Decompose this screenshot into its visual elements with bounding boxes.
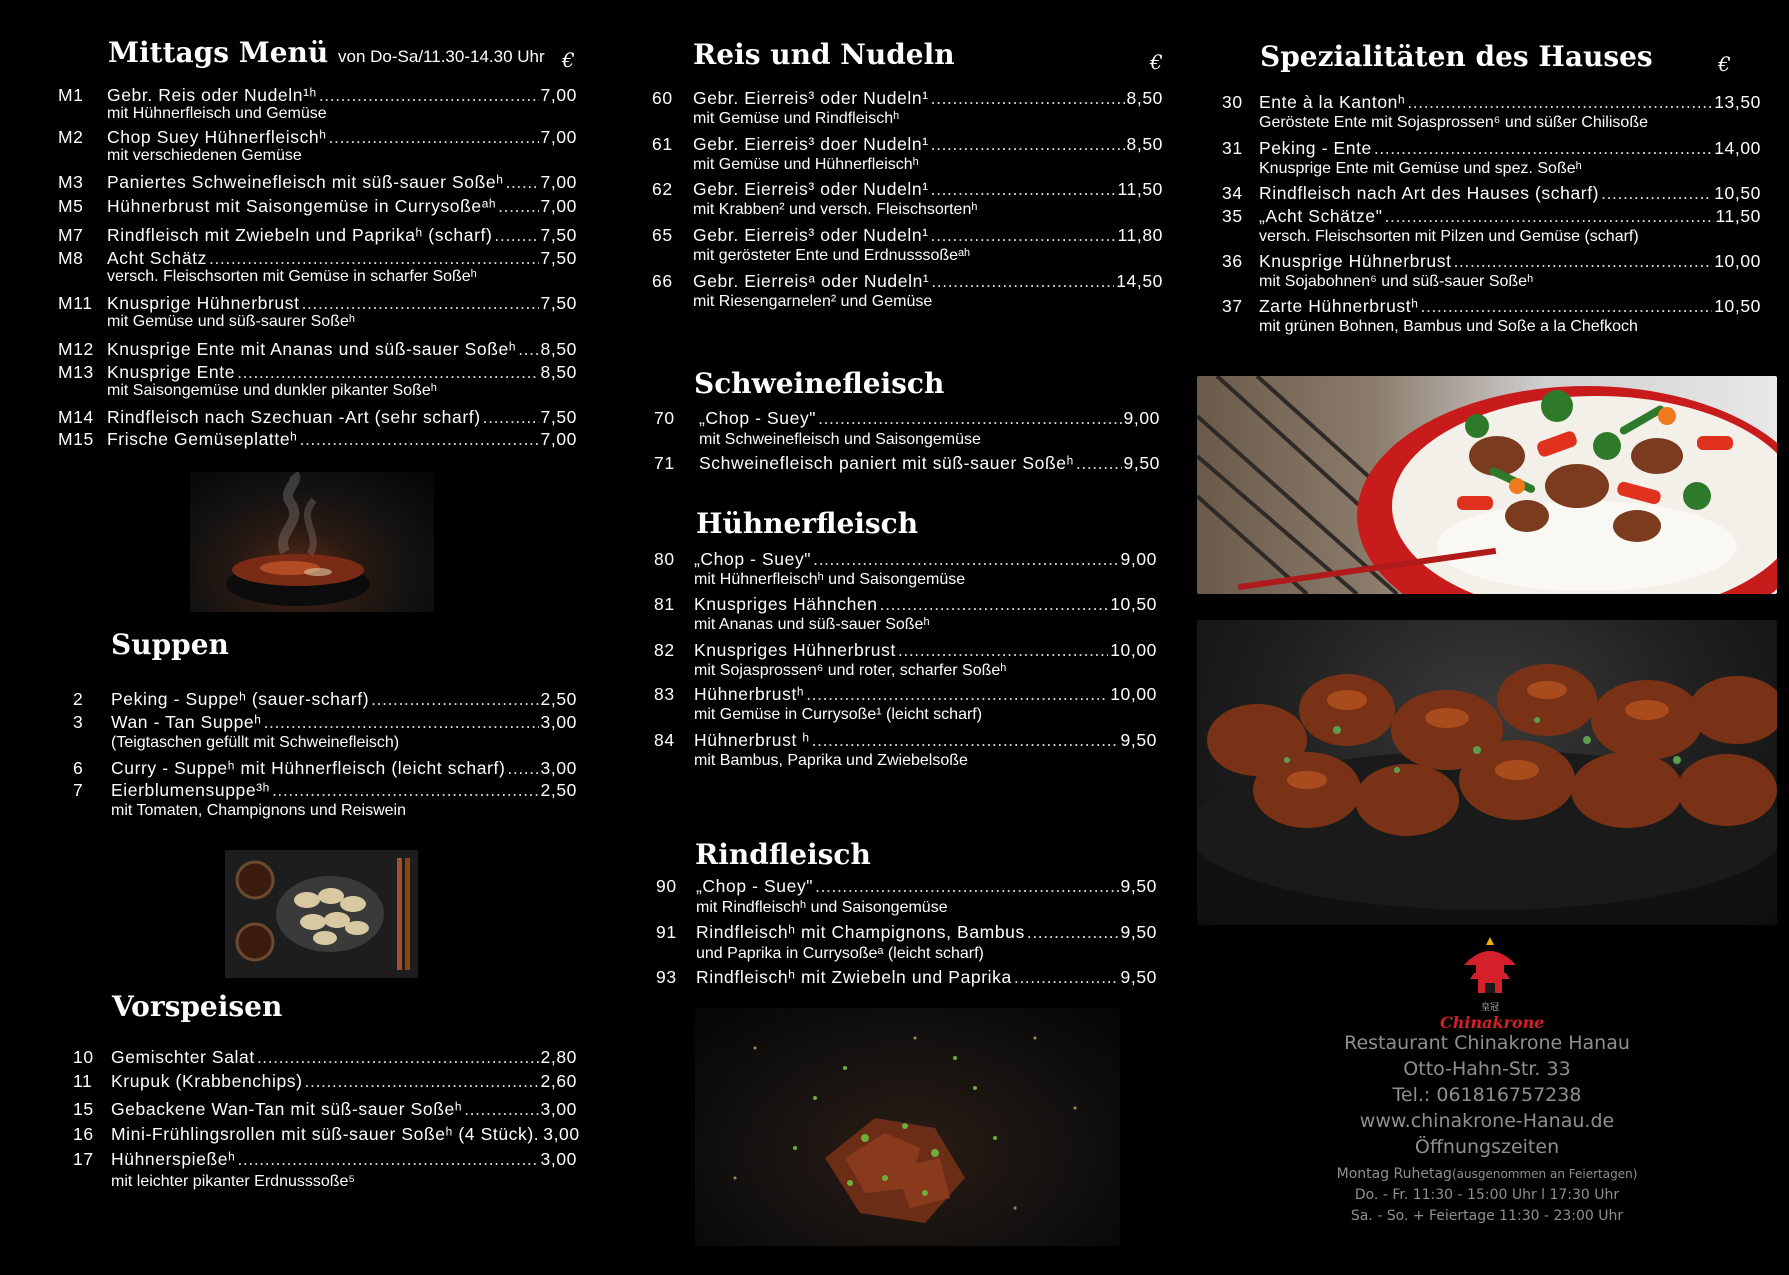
item-price: 9,50 [1120, 922, 1157, 942]
leader-dots [1014, 967, 1119, 988]
menu-item [656, 922, 1157, 943]
item-number: M13 [58, 362, 94, 382]
item-description: Knusprige Ente mit Gemüse und spez. Soßeʰ [1259, 160, 1582, 177]
item-name: Paniertes Schweinefleisch mit süß-sauer Soßeʰ [107, 172, 504, 192]
leader-dots [812, 730, 1119, 751]
item-name: Chop Suey Hühnerfleischʰ [107, 127, 327, 147]
item-description: mit Gemüse und Hühnerfleischʰ [693, 156, 919, 173]
menu-item [654, 640, 1157, 661]
item-number: 83 [654, 684, 675, 704]
item-number: 3 [73, 712, 84, 732]
menu-item [652, 134, 1163, 155]
item-price: 9,00 [1120, 549, 1157, 569]
item-name: Gebr. Eierreisᵃ oder Nudeln¹ [693, 271, 930, 291]
item-description: mit verschiedenen Gemüse [107, 147, 302, 164]
item-price: 8,50 [1126, 88, 1163, 108]
menu-item [652, 179, 1163, 200]
item-price: 3,00 [540, 1149, 577, 1169]
item-name: Gebackene Wan-Tan mit süß-sauer Soßeʰ [111, 1099, 463, 1119]
item-price: 3,00 [540, 712, 577, 732]
menu-item [58, 127, 577, 148]
soup-photo [190, 472, 434, 612]
item-description: mit Gemüse und Rindfleischʰ [693, 110, 900, 127]
restaurant-name: Restaurant Chinakrone Hanau [1344, 1032, 1630, 1054]
item-number: M1 [58, 85, 84, 105]
menu-item [656, 967, 1157, 988]
leader-dots [264, 712, 539, 733]
item-price: 11,50 [1117, 179, 1163, 199]
starters-title: Vorspeisen [112, 990, 283, 1023]
item-price: 9,50 [1120, 876, 1157, 896]
item-price: 14,50 [1116, 271, 1163, 291]
item-name: Schweinefleisch paniert mit süß-sauer Soßeʰ [699, 453, 1074, 473]
leader-dots [931, 225, 1116, 246]
item-name: Rindfleisch nach Szechuan -Art (sehr scharf) [107, 407, 481, 427]
item-name: „Chop - Suey" [694, 549, 812, 569]
item-price: 10,00 [1110, 640, 1157, 660]
crown-pagoda-icon [1460, 935, 1520, 997]
menu-item [1222, 138, 1761, 159]
chicken-skillet-photo [1197, 620, 1777, 925]
leader-dots [1027, 922, 1119, 943]
item-description: mit gerösteter Ente und Erdnusssoßeᵃʰ [693, 247, 971, 264]
restaurant-phone: Tel.: 061816757238 [1392, 1084, 1582, 1106]
stirfry-plate-illustration [1197, 376, 1777, 594]
item-number: 36 [1222, 251, 1243, 271]
leader-dots [494, 225, 538, 246]
item-price: 9,50 [1123, 453, 1160, 473]
item-description: mit Saisongemüse und dunkler pikanter Soßeʰ [107, 382, 437, 399]
item-number: 91 [656, 922, 677, 942]
item-price: 10,50 [1714, 183, 1761, 203]
item-number: 7 [73, 780, 84, 800]
item-name: Hühnerbrustʰ [694, 684, 805, 704]
item-price: 9,50 [1120, 730, 1157, 750]
item-number: 35 [1222, 206, 1243, 226]
rice-noodles-title: Reis und Nudeln [693, 38, 955, 71]
item-number: 30 [1222, 92, 1243, 112]
menu-item [1222, 251, 1761, 272]
item-name: Peking - Ente [1259, 138, 1372, 158]
menu-item [654, 684, 1157, 705]
chicken-title: Hühnerfleisch [696, 507, 919, 540]
item-description: mit Tomaten, Champignons und Reiswein [111, 802, 406, 819]
item-description: mit Hühnerfleischʰ und Saisongemüse [694, 571, 966, 588]
item-price: 8,50 [540, 339, 577, 359]
item-description: versch. Fleischsorten mit Pilzen und Gemüse (scharf) [1259, 228, 1639, 245]
item-price: 14,00 [1714, 138, 1761, 158]
leader-dots [931, 88, 1125, 109]
item-price: 7,50 [540, 225, 577, 245]
item-name: Peking - Suppeʰ (sauer-scharf) [111, 689, 370, 709]
item-name: Wan - Tan Suppeʰ [111, 712, 262, 732]
item-price: 3,00 [540, 1099, 577, 1119]
item-price: 3,00 [543, 1124, 580, 1144]
leader-dots [1374, 138, 1712, 159]
item-number: 10 [73, 1047, 94, 1067]
item-name: Gebr. Eierreis³ oder Nudeln¹ [693, 179, 929, 199]
item-description: mit Rindfleischʰ und Saisongemüse [696, 899, 948, 916]
menu-item [654, 408, 1160, 429]
menu-item [73, 758, 577, 779]
leader-dots [813, 549, 1118, 570]
menu-item [58, 339, 577, 360]
item-price: 7,00 [540, 196, 577, 216]
item-price: 7,50 [540, 248, 577, 268]
item-name: Gebr. Eierreis³ oder Nudeln¹ [693, 88, 929, 108]
leader-dots [506, 172, 539, 193]
menu-item [1222, 296, 1761, 317]
logo-chinese-chars: 皇冠 [1480, 1002, 1499, 1012]
leader-dots [319, 85, 539, 106]
leader-dots [1076, 453, 1122, 474]
item-name: Knusprige Hühnerbrust [1259, 251, 1452, 271]
item-number: M14 [58, 407, 94, 427]
menu-item [656, 876, 1157, 897]
leader-dots [1454, 251, 1713, 272]
menu-item [73, 1149, 577, 1170]
closed-day-text: Montag Ruhetag [1336, 1166, 1452, 1182]
beef-photo [695, 1008, 1120, 1246]
item-number: M5 [58, 196, 84, 216]
euro-header: € [562, 48, 575, 72]
soups-title: Suppen [111, 628, 229, 661]
leader-dots [237, 362, 538, 383]
leader-dots [302, 293, 539, 314]
item-description: mit Sojasprossen⁶ und roter, scharfer Soßeʰ [694, 662, 1007, 679]
beef-stirfry-illustration [695, 1008, 1120, 1246]
item-price: 11,50 [1715, 206, 1761, 226]
item-description: mit Schweinefleisch und Saisongemüse [699, 431, 981, 448]
item-name: Frische Gemüseplatteʰ [107, 429, 298, 449]
logo-wordmark: Chinakrone [1440, 1013, 1545, 1032]
item-description: mit grünen Bohnen, Bambus und Soße a la Chefkoch [1259, 318, 1638, 335]
item-number: 84 [654, 730, 675, 750]
item-number: 62 [652, 179, 673, 199]
dumplings-illustration [225, 850, 418, 978]
restaurant-address: Otto-Hahn-Str. 33 [1403, 1058, 1571, 1080]
item-price: 2,50 [540, 689, 577, 709]
item-name: Rindfleisch mit Zwiebeln und Paprikaʰ (scharf) [107, 225, 493, 245]
item-number: 82 [654, 640, 675, 660]
leader-dots [483, 407, 539, 428]
item-number: 61 [652, 134, 673, 154]
item-price: 7,00 [540, 429, 577, 449]
item-number: 65 [652, 225, 673, 245]
item-number: 17 [73, 1149, 94, 1169]
opening-hours-title: Öffnungszeiten [1414, 1136, 1560, 1158]
item-number: 6 [73, 758, 84, 778]
menu-item [73, 1047, 577, 1068]
item-price: 7,00 [540, 85, 577, 105]
menu-item [73, 1099, 577, 1120]
item-name: Knusprige Hühnerbrust [107, 293, 300, 313]
menu-item [652, 225, 1163, 246]
dumplings-photo [225, 850, 418, 978]
item-price: 9,50 [1120, 967, 1157, 987]
item-name: Hühnerspießeʰ [111, 1149, 236, 1169]
menu-item [58, 293, 577, 314]
item-price: 2,50 [540, 780, 577, 800]
item-description: Geröstete Ente mit Sojasprossen⁶ und süßer Chilisoße [1259, 114, 1648, 131]
item-description: mit leichter pikanter Erdnusssoße⁵ [111, 1173, 356, 1190]
soup-bowl-illustration [190, 472, 434, 612]
item-number: 34 [1222, 183, 1243, 203]
item-description: mit Bambus, Paprika und Zwiebelsoße [694, 752, 968, 769]
item-price: 13,50 [1714, 92, 1761, 112]
leader-dots [931, 271, 1114, 292]
item-number: 60 [652, 88, 673, 108]
item-price: 10,50 [1110, 594, 1157, 614]
menu-item [73, 712, 577, 733]
leader-dots [815, 876, 1118, 897]
lunch-title-text: Mittags Menü [108, 36, 329, 69]
item-name: Gebr. Eierreis³ doer Nudeln¹ [693, 134, 929, 154]
item-name: „Chop - Suey" [696, 876, 814, 896]
item-number: M3 [58, 172, 84, 192]
menu-item [58, 429, 577, 450]
menu-item [1222, 206, 1761, 227]
item-name: Acht Schätz [107, 248, 207, 268]
item-description: mit Gemüse und süß-saurer Soßeʰ [107, 313, 355, 330]
item-name: Eierblumensuppe³ʰ [111, 780, 270, 800]
menu-item [652, 88, 1163, 109]
item-number: 93 [656, 967, 677, 987]
menu-item [58, 225, 577, 246]
item-name: Gemischter Salat [111, 1047, 255, 1067]
item-price: 2,80 [540, 1047, 577, 1067]
item-number: M2 [58, 127, 84, 147]
item-name: Krupuk (Krabbenchips) [111, 1071, 303, 1091]
leader-dots [237, 1149, 538, 1170]
leader-dots [1385, 206, 1714, 227]
item-price: 8,50 [1126, 134, 1163, 154]
leader-dots [272, 780, 539, 801]
item-name: Knusprige Ente [107, 362, 236, 382]
leader-dots [931, 179, 1116, 200]
item-number: 90 [656, 876, 677, 896]
item-name: Knusprige Ente mit Ananas und süß-sauer Soßeʰ [107, 339, 517, 359]
item-price: 7,50 [540, 407, 577, 427]
leader-dots [818, 408, 1121, 429]
menu-item [58, 196, 577, 217]
menu-item [73, 689, 577, 710]
leader-dots [507, 758, 538, 779]
item-description: versch. Fleischsorten mit Gemüse in scharfer Soßeʰ [107, 268, 477, 285]
item-name: Rindfleischʰ mit Zwiebeln und Paprika [696, 967, 1012, 987]
item-name: Ente à la Kantonʰ [1259, 92, 1406, 112]
menu-item [652, 271, 1163, 292]
lunch-hours: von Do-Sa/11.30-14.30 Uhr [338, 47, 545, 66]
menu-item [654, 549, 1157, 570]
item-price: 3,00 [540, 758, 577, 778]
restaurant-logo [1440, 935, 1545, 1032]
item-price: 10,00 [1110, 684, 1157, 704]
menu-item [58, 172, 577, 193]
item-name: Hühnerbrust mit Saisongemüse in Currysoßeᵃʰ [107, 196, 497, 216]
item-name: Rindfleischʰ mit Champignons, Bambus [696, 922, 1025, 942]
item-number: M12 [58, 339, 94, 359]
leader-dots [257, 1047, 539, 1068]
item-price: 7,00 [540, 127, 577, 147]
item-description: (Teigtaschen gefüllt mit Schweinefleisch) [111, 734, 400, 751]
leader-dots [1601, 183, 1712, 204]
leader-dots [300, 429, 539, 450]
leader-dots [464, 1099, 538, 1120]
item-name: Curry - Suppeʰ mit Hühnerfleisch (leicht scharf) [111, 758, 506, 778]
leader-dots [305, 1071, 539, 1092]
item-description: und Paprika in Currysoßeᵃ (leicht scharf) [696, 945, 984, 962]
leader-dots [498, 196, 538, 217]
item-number: 81 [654, 594, 675, 614]
menu-item [654, 594, 1157, 615]
leader-dots [1421, 296, 1713, 317]
menu-item [58, 362, 577, 383]
item-name: Gebr. Eierreis³ oder Nudeln¹ [693, 225, 929, 245]
leader-dots [209, 248, 539, 269]
item-number: 11 [73, 1071, 93, 1091]
menu-item [1222, 183, 1761, 204]
hours-weekdays: Do. - Fr. 11:30 - 15:00 Uhr l 17:30 Uhr [1354, 1187, 1620, 1203]
item-price: 11,80 [1117, 225, 1163, 245]
menu-item [654, 730, 1157, 751]
item-number: 71 [654, 453, 675, 473]
menu-item [58, 407, 577, 428]
item-price: 7,50 [540, 293, 577, 313]
item-number: 16 [73, 1124, 94, 1144]
item-price: 8,50 [540, 362, 577, 382]
leader-dots [806, 684, 1108, 705]
hours-weekend: Sa. - So. + Feiertage 11:30 - 23:00 Uhr [1350, 1208, 1624, 1224]
item-price: 2,60 [540, 1071, 577, 1091]
menu-item [58, 248, 577, 269]
leader-dots [880, 594, 1109, 615]
leader-dots [898, 640, 1108, 661]
item-name: „Acht Schätze" [1259, 206, 1383, 226]
euro-header: € [1150, 50, 1163, 74]
item-name: Hühnerbrust ʰ [694, 730, 810, 750]
menu-item [58, 85, 577, 106]
item-number: 2 [73, 689, 84, 709]
closed-day [1197, 1166, 1777, 1182]
chicken-skillet-illustration [1197, 620, 1777, 925]
item-description: mit Ananas und süß-sauer Soßeʰ [694, 616, 930, 633]
item-description: mit Sojabohnen⁶ und süß-sauer Soßeʰ [1259, 273, 1534, 290]
menu-item [1222, 92, 1761, 113]
menu-item [73, 1071, 577, 1092]
leader-dots [931, 134, 1125, 155]
item-name: Zarte Hühnerbrustʰ [1259, 296, 1419, 316]
restaurant-website[interactable]: www.chinakrone-Hanau.de [1359, 1110, 1615, 1132]
leader-dots [371, 689, 538, 710]
item-name: Mini-Frühlingsrollen mit süß-sauer Soßeʰ (4 Stück). [111, 1124, 540, 1144]
item-number: 70 [654, 408, 675, 428]
item-number: 15 [73, 1099, 94, 1119]
item-description: mit Gemüse in Currysoße¹ (leicht scharf) [694, 706, 983, 723]
item-description: mit Krabben² und versch. Fleischsortenʰ [693, 201, 978, 218]
item-number: M15 [58, 429, 94, 449]
leader-dots [1407, 92, 1712, 113]
menu-item [73, 1124, 580, 1145]
item-number: M8 [58, 248, 84, 268]
item-price: 10,00 [1714, 251, 1761, 271]
closed-day-note: (ausgenommen an Feiertagen) [1451, 1167, 1638, 1181]
item-price: 10,50 [1714, 296, 1761, 316]
item-price: 9,00 [1123, 408, 1160, 428]
leader-dots [329, 127, 539, 148]
item-description: mit Riesengarnelen² und Gemüse [693, 293, 933, 310]
item-name: Knuspriges Hähnchen [694, 594, 878, 614]
item-number: M11 [58, 293, 93, 313]
pork-title: Schweinefleisch [694, 367, 945, 400]
item-name: Rindfleisch nach Art des Hauses (scharf) [1259, 183, 1600, 203]
lunch-menu-title [108, 36, 545, 69]
item-description: mit Hühnerfleisch und Gemüse [107, 105, 327, 122]
item-number: 80 [654, 549, 675, 569]
leader-dots [518, 339, 538, 360]
item-name: „Chop - Suey" [699, 408, 817, 428]
item-number: 31 [1222, 138, 1243, 158]
beef-title: Rindfleisch [695, 838, 871, 871]
specialties-title: Spezialitäten des Hauses [1260, 40, 1653, 73]
euro-header: € [1718, 52, 1731, 76]
item-number: 37 [1222, 296, 1243, 316]
item-price: 7,00 [540, 172, 577, 192]
stirfry-rice-photo [1197, 376, 1777, 594]
item-name: Gebr. Reis oder Nudeln¹ʰ [107, 85, 317, 105]
menu-item [654, 453, 1160, 474]
item-number: M7 [58, 225, 84, 245]
item-number: 66 [652, 271, 673, 291]
menu-item [73, 780, 577, 801]
item-name: Knuspriges Hühnerbrust [694, 640, 896, 660]
